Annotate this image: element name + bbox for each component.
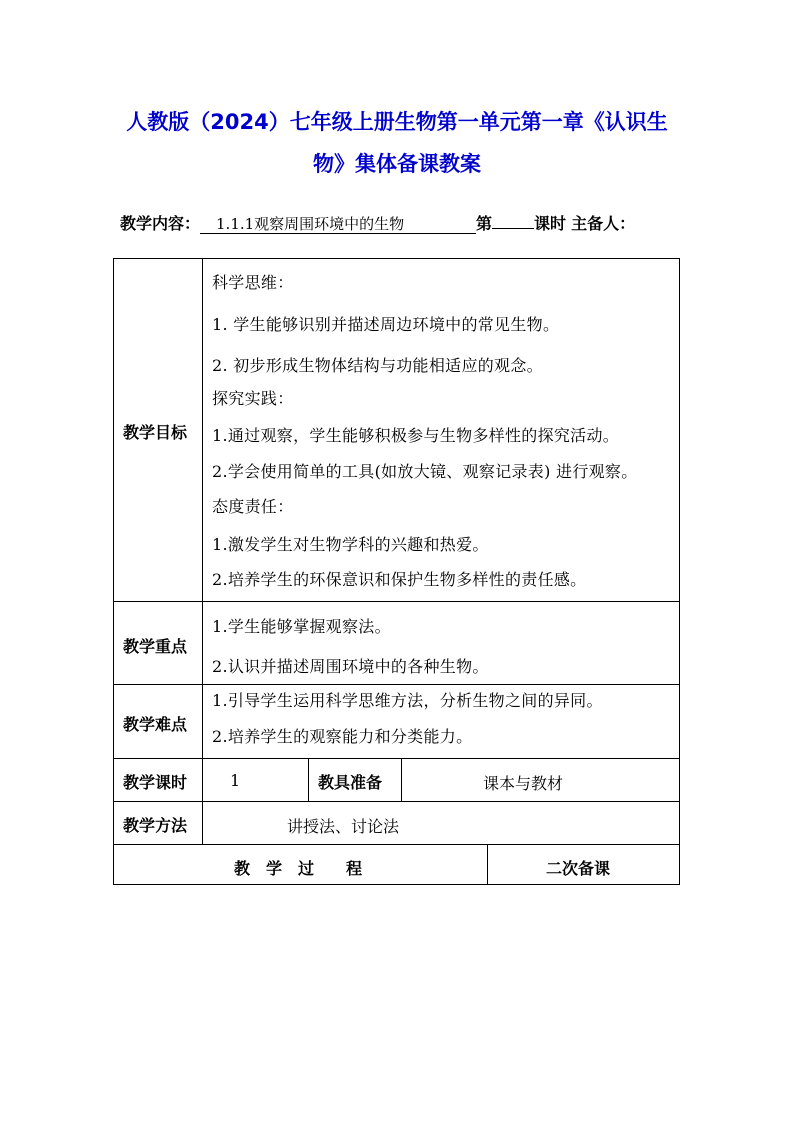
objectives-label: 教学目标 bbox=[123, 423, 188, 442]
difficulties-label: 教学难点 bbox=[123, 715, 188, 734]
lesson-number-blank bbox=[492, 208, 534, 229]
objectives-line: 2.培养学生的环保意识和保护生物多样性的责任感。 bbox=[212, 570, 587, 589]
second-prep-header: 二次备课 bbox=[546, 859, 611, 878]
content-value: 1.1.1观察周围环境中的生物 bbox=[200, 214, 476, 234]
lesson-meta-line bbox=[120, 208, 635, 236]
difficulties-line: 2.培养学生的观察能力和分类能力。 bbox=[212, 727, 473, 746]
objectives-line: 1.激发学生对生物学科的兴趣和热爱。 bbox=[212, 535, 489, 554]
footer-column-divider bbox=[487, 844, 488, 885]
document-title-line-1: 人教版（2024）七年级上册生物第一单元第一章《认识生 bbox=[126, 110, 668, 134]
objectives-line: 2. 初步形成生物体结构与功能相适应的观念。 bbox=[212, 356, 543, 375]
key-points-line: 2.认识并描述周围环境中的各种生物。 bbox=[212, 657, 489, 676]
lesson-suffix: 课时 bbox=[534, 214, 567, 233]
objectives-line: 1. 学生能够识别并描述周边环境中的常见生物。 bbox=[212, 315, 560, 334]
tools-label: 教具准备 bbox=[318, 773, 383, 792]
content-label: 教学内容： bbox=[120, 214, 201, 233]
row-divider bbox=[113, 684, 680, 685]
objectives-line: 2.学会使用简单的工具(如放大镜、观察记录表) 进行观察。 bbox=[212, 462, 638, 481]
row-divider bbox=[113, 758, 680, 759]
objectives-line: 科学思维： bbox=[212, 273, 294, 292]
lesson-prefix: 第 bbox=[476, 214, 493, 233]
objectives-line: 探究实践： bbox=[212, 389, 294, 408]
process-header: 教 学 过 程 bbox=[234, 859, 363, 878]
method-label: 教学方法 bbox=[123, 816, 188, 835]
key-points-label: 教学重点 bbox=[123, 637, 188, 656]
hours-column-divider bbox=[308, 758, 309, 801]
preparer-label: 主备人： bbox=[571, 214, 636, 233]
method-value: 讲授法、讨论法 bbox=[287, 817, 400, 836]
tools-value: 课本与教材 bbox=[483, 774, 564, 793]
hours-value: 1 bbox=[230, 771, 241, 790]
objectives-line: 态度责任： bbox=[212, 497, 294, 516]
hours-label: 教学课时 bbox=[123, 773, 188, 792]
row-divider bbox=[113, 601, 680, 602]
difficulties-line: 1.引导学生运用科学思维方法，分析生物之间的异同。 bbox=[212, 691, 603, 710]
row-divider bbox=[113, 801, 680, 802]
row-divider bbox=[113, 844, 680, 845]
key-points-line: 1.学生能够掌握观察法。 bbox=[212, 617, 391, 636]
tools-column-divider bbox=[401, 758, 402, 801]
objectives-line: 1.通过观察，学生能够积极参与生物多样性的探究活动。 bbox=[212, 426, 620, 445]
document-title-line-2: 物》集体备课教案 bbox=[313, 152, 481, 176]
label-column-divider bbox=[202, 258, 203, 844]
